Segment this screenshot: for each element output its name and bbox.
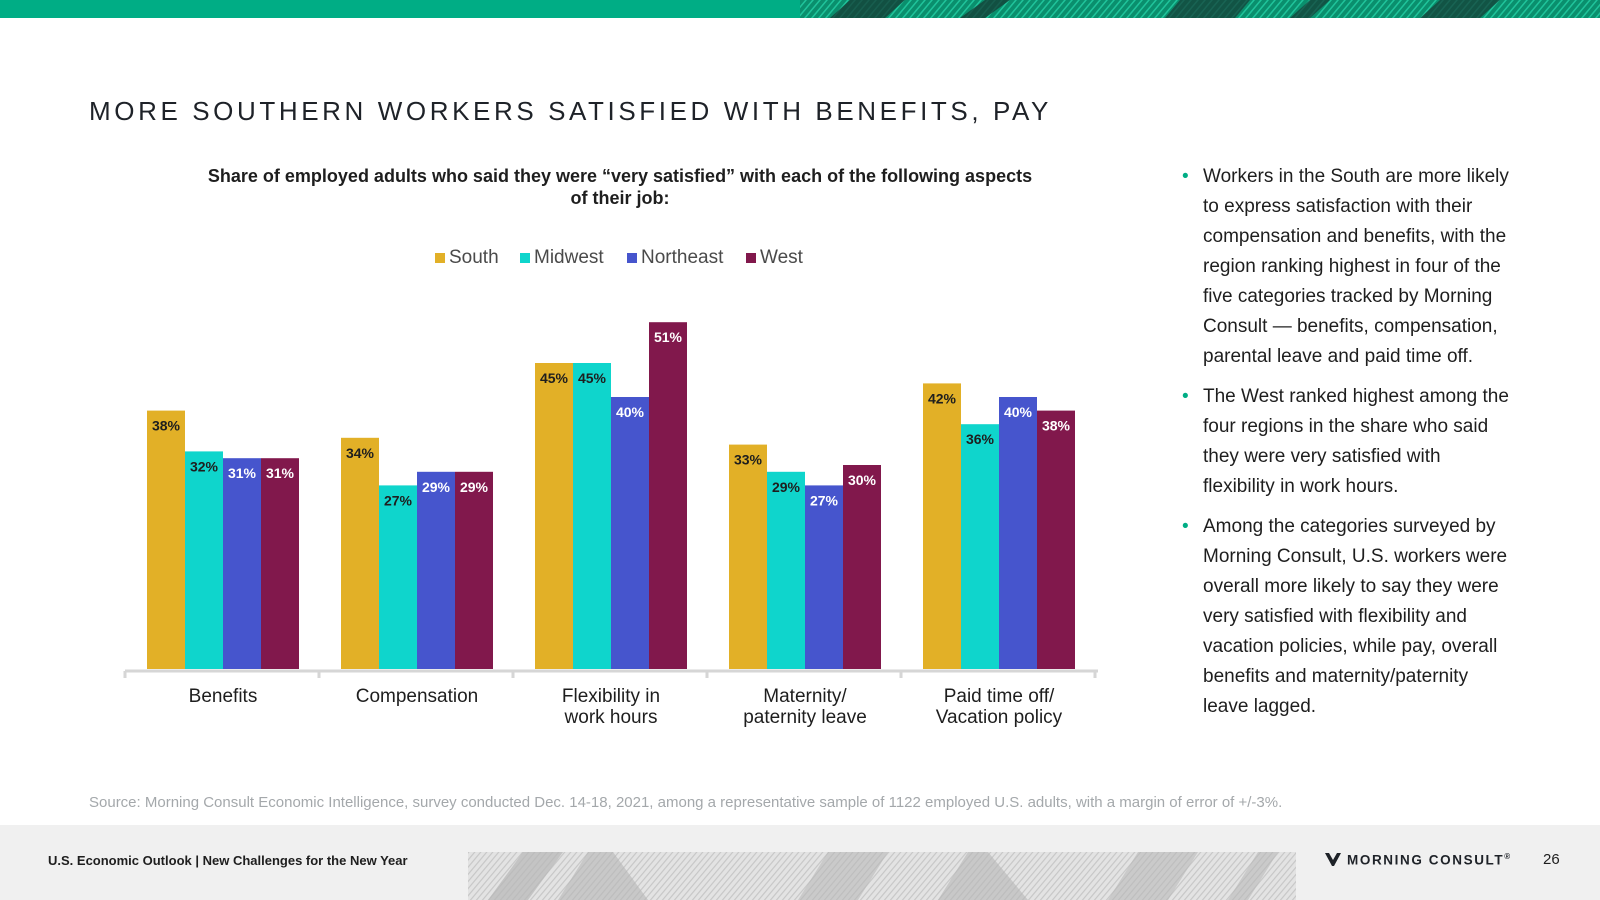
- data-label: 38%: [151, 417, 181, 434]
- data-label: 27%: [809, 492, 839, 509]
- bar: [261, 458, 299, 669]
- data-label: 31%: [227, 465, 257, 482]
- data-label: 29%: [771, 478, 801, 495]
- bar: [455, 472, 493, 669]
- legend-label: Midwest: [534, 247, 604, 268]
- bar: [417, 472, 455, 669]
- brand-logo: [1325, 852, 1512, 868]
- legend-swatch: [520, 253, 530, 263]
- category-label: Compensation: [355, 686, 479, 707]
- brand-mark-icon: [1325, 853, 1341, 866]
- bar: [961, 424, 999, 669]
- footer-pattern: [468, 852, 1296, 900]
- brand-name: MORNING CONSULT®: [1347, 852, 1512, 868]
- source-note: Source: Morning Consult Economic Intelligence, survey conducted Dec. 14-18, 2021, among a representative sample of 1122 employed U.S. adults, with a margin of error of +/-3%.: [89, 794, 1283, 811]
- legend-swatch: [627, 253, 637, 263]
- category-label: Maternity/: [763, 686, 847, 707]
- data-label: 34%: [345, 444, 375, 461]
- category-label: Paid time off/: [943, 686, 1055, 707]
- bar: [535, 363, 573, 669]
- data-label: 29%: [421, 478, 451, 495]
- bullet-text: Workers in the South are more likely to express satisfaction with their compensation and benefits, with the region ranking highest in four of the five categories tracked by Morning Consult — benefits, compensation, parental leave and paid time off.: [1203, 166, 1509, 367]
- category-label: Flexibility in: [561, 686, 661, 707]
- chart-legend: [435, 247, 804, 268]
- bar: [805, 485, 843, 669]
- data-label: 38%: [1041, 417, 1071, 434]
- data-label: 32%: [189, 458, 219, 475]
- bullet-text: The West ranked highest among the four regions in the share who said they were very satisfied with flexibility in work hours.: [1203, 386, 1509, 497]
- bar: [729, 445, 767, 669]
- x-axis: [125, 671, 1098, 728]
- data-label: 45%: [577, 370, 607, 386]
- legend-label: West: [760, 247, 803, 268]
- bar: [379, 485, 417, 669]
- data-label: 51%: [653, 329, 683, 346]
- page-number: 26: [1543, 851, 1560, 868]
- chart-title: Share of employed adults who said they were “very satisfied” with each of the following aspects of their job:: [207, 166, 1033, 208]
- bar: [1037, 411, 1075, 669]
- bullet-text: Among the categories surveyed by Morning Consult, U.S. workers were overall more likely to say they were very satisfied with flexibility and vacation policies, while pay, overall benefits and maternity/paternity leave lagged.: [1203, 516, 1508, 717]
- bar: [185, 451, 223, 669]
- footer: [0, 825, 1600, 900]
- report-title: U.S. Economic Outlook | New Challenges for the New Year: [48, 853, 408, 868]
- bullet-item: [1175, 382, 1515, 502]
- bar: [341, 438, 379, 669]
- bar: [223, 458, 261, 669]
- category-label: Benefits: [188, 686, 258, 707]
- data-label: 40%: [615, 404, 645, 420]
- bullet-dot-icon: •: [1182, 166, 1189, 187]
- bar: [147, 411, 185, 669]
- registered-mark: ®: [1504, 852, 1512, 861]
- bullet-dot-icon: •: [1182, 516, 1189, 537]
- page-title: MORE SOUTHERN WORKERS SATISFIED WITH BENEFITS, PAY: [89, 96, 1052, 126]
- bar: [843, 465, 881, 669]
- bar: [611, 397, 649, 669]
- category-label: Vacation policy: [935, 707, 1063, 728]
- bar: [999, 397, 1037, 669]
- chart-bars: [147, 322, 1075, 669]
- data-label: 29%: [459, 478, 489, 495]
- data-label: 31%: [265, 465, 295, 482]
- data-label: 33%: [733, 451, 763, 468]
- bar: [573, 363, 611, 669]
- bar: [649, 322, 687, 669]
- data-label: 27%: [383, 492, 413, 509]
- bar: [767, 472, 805, 669]
- data-label: 40%: [1003, 404, 1033, 420]
- legend-swatch: [435, 253, 445, 263]
- legend-label: Northeast: [641, 247, 724, 268]
- bar: [923, 383, 961, 669]
- category-label: work hours: [564, 707, 658, 728]
- legend-label: South: [449, 247, 499, 268]
- data-label: 45%: [539, 370, 569, 386]
- bullet-item: [1175, 512, 1515, 722]
- bullet-item: [1175, 162, 1515, 372]
- data-label: 42%: [927, 390, 957, 407]
- key-findings: [1175, 162, 1515, 732]
- data-label: 36%: [965, 431, 995, 448]
- bullet-dot-icon: •: [1182, 386, 1189, 407]
- data-label: 30%: [847, 472, 877, 488]
- category-label: paternity leave: [743, 707, 867, 728]
- legend-swatch: [746, 253, 756, 263]
